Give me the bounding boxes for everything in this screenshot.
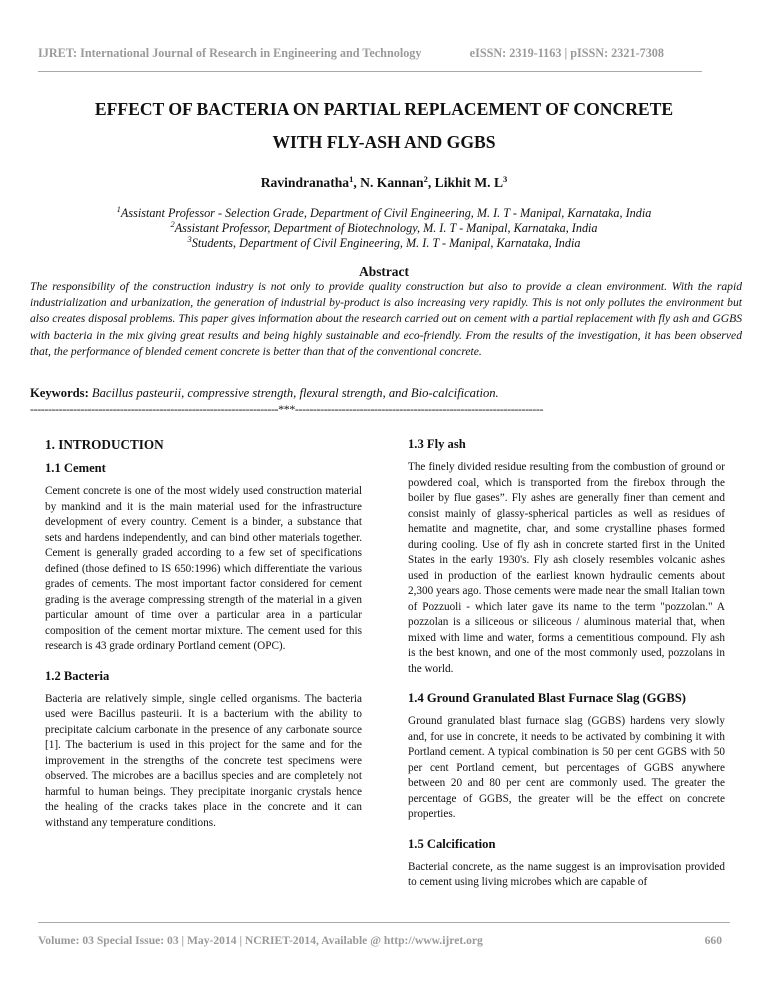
affiliation-1 bbox=[30, 205, 738, 221]
subsection-heading-cement: 1.1 Cement bbox=[45, 461, 106, 475]
affiliation-sup: 2 bbox=[170, 219, 175, 229]
affiliation-2 bbox=[30, 220, 738, 236]
affiliation-text: Students, Department of Civil Engineering, M. I. T - Manipal, Karnataka, India bbox=[191, 236, 581, 250]
abstract-heading: Abstract bbox=[359, 264, 409, 279]
author-name: Likhit M. L bbox=[434, 175, 504, 190]
paragraph-calcification: Bacterial concrete, as the name suggest is an improvisation provided to cement using living microbes which are capable of bbox=[408, 860, 725, 888]
page-number: 660 bbox=[704, 934, 722, 947]
keywords bbox=[30, 386, 740, 401]
section-heading-introduction: 1. INTRODUCTION bbox=[45, 437, 164, 452]
title-line-1: EFFECT OF BACTERIA ON PARTIAL REPLACEMENT OF CONCRETE bbox=[94, 99, 674, 119]
author-sup: 3 bbox=[503, 174, 508, 184]
paragraph-cement: Cement concrete is one of the most widely used construction material by mankind and it is the main material used for the infrastructure development of every country. Cement is a binder, a substance that sets and hardens independently, and can bind other materials together. Cement is generally graded according to a few set of specifications defined (those defined to IS 650:1996) which differentiate the various grades of cements. The most important factor considered for cement grading is the average compressing strength of the material in a given particular amount of time over a particular area in a particular composition of the cement mortar mixture. The cement used for this research is 43 grade ordinary Portland cement (OPC). bbox=[45, 485, 362, 652]
author-sup: 1 bbox=[349, 174, 354, 184]
subsection-heading-calcification: 1.5 Calcification bbox=[408, 836, 496, 851]
keywords-label: Keywords: bbox=[30, 386, 89, 400]
author-sup: 2 bbox=[423, 174, 428, 184]
paragraph-fly-ash: The finely divided residue resulting from the combustion of ground or powdered coal, which is transported from the firebox through the boiler by flue gases”. Fly ashes are generally finer than cement and consist mainly of glassy-spherical particles as well as residues of hematite and magnetite, char, and some crystalline phases formed during cooling. Use of fly ash in concrete started first in the United States in the early 1930's. Fly ash closely resembles volcanic ashes used in production of the earliest known hydraulic cements about 2,300 years ago. Those cements were made near the small Italian town of Pozzuoli - which later gave its name to the term "pozzolan." A pozzolan is a siliceous or siliceous / aluminous material that, when mixed with lime and water, forms a cementitious compound. Fly ash is the best known, and one of the most commonly used, pozzolans in the world. bbox=[408, 461, 725, 675]
paragraph-bacteria: Bacteria are relatively simple, single celled organisms. The bacteria used were Bacillus pasteurii. It is a bacterium with the ability to precipitate calcium carbonate in the presence of any carbonate source [1]. The bacterium is used in this project for the same and for the improvement in the strengths of the concrete test specimens were observed. The microbes are a bacillus species and are completely not harmful to human beings. They precipitate inorganic crystals hence the healing of the cracks takes place in the concrete and it can withstand any temperature conditions. bbox=[45, 692, 362, 829]
right-column bbox=[408, 437, 725, 905]
running-header bbox=[38, 46, 730, 62]
left-column bbox=[45, 437, 362, 845]
footer-citation: Volume: 03 Special Issue: 03 | May-2014 | NCRIET-2014, Available @ http://www.ijret.org bbox=[38, 934, 483, 947]
paper-title bbox=[30, 93, 738, 159]
paragraph-ggbs: Ground granulated blast furnace slag (GGBS) hardens very slowly and, for use in concrete, it needs to be activated by combining it with Portland cement. A typical combination is 50 per cent GGBS with 50 per cent Portland cement, but percentages of GGBS anywhere between 20 and 80 per cent are commonly used. The greater the percentage of GGBS, the greater will be the effect on concrete properties. bbox=[408, 715, 725, 820]
affiliation-3 bbox=[30, 235, 738, 251]
title-line-2: WITH FLY-ASH AND GGBS bbox=[272, 132, 496, 152]
journal-name: IJRET: International Journal of Research in Engineering and Technology bbox=[38, 46, 422, 60]
section-separator: ---------------------------------------------------------------------***--------------------------------------------------------------------- bbox=[30, 402, 544, 416]
abstract-text: The responsibility of the construction industry is not only to provide quality construction but also to provide a clean environment. With the rapid industrialization and urbanization, the generation of industrial by-product is also increasing very rapidly. This is not only pollutes the environment but also creates disposal problems. This paper gives information about the research carried out on cement with a partial replacement with fly ash and GGBS with bacteria in the mix giving great results and being highly sustainable and eco-friendly. From the results of the investigation, it has been observed that, the performance of blended cement concrete is better than that of the conventional concrete. bbox=[30, 280, 742, 358]
affiliation-text: Assistant Professor, Department of Biotechnology, M. I. T - Manipal, Karnataka, India bbox=[174, 221, 598, 235]
subsection-heading-bacteria: 1.2 Bacteria bbox=[45, 668, 110, 683]
subsection-heading-ggbs: 1.4 Ground Granulated Blast Furnace Slag (GGBS) bbox=[408, 691, 686, 705]
affiliation-sup: 3 bbox=[187, 234, 192, 244]
affiliation-text: Assistant Professor - Selection Grade, Department of Civil Engineering, M. I. T - Manipal, Karnataka, India bbox=[120, 206, 652, 220]
header-rule bbox=[38, 71, 702, 72]
affiliation-sup: 1 bbox=[116, 204, 121, 214]
author-list: Ravindranatha$^1$, N. Kannan$^2$, Likhit M. $L^3$ bbox=[260, 174, 508, 190]
keywords-text: Bacillus pasteurii, compressive strength, flexural strength, and Bio-calcification. bbox=[91, 386, 499, 400]
footer-rule bbox=[38, 922, 730, 923]
author-name: N. Kannan bbox=[360, 175, 424, 190]
issn-numbers: eISSN: 2319-1163 | pISSN: 2321-7308 bbox=[469, 46, 664, 60]
subsection-heading-fly-ash: 1.3 Fly ash bbox=[408, 437, 466, 451]
author-name: Ravindranatha bbox=[260, 175, 350, 190]
